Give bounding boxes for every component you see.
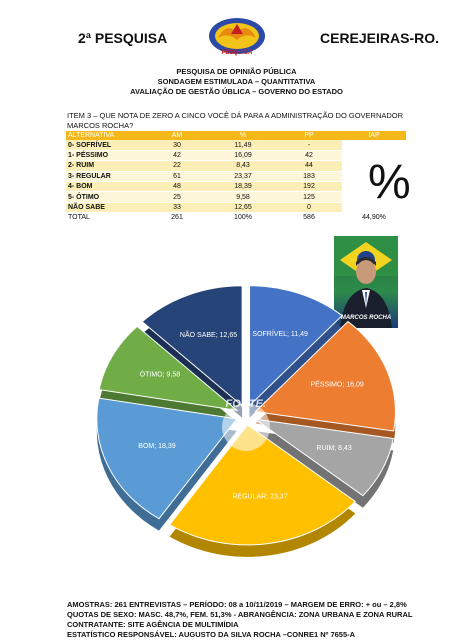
total-iap: 44,90% bbox=[342, 213, 406, 223]
row-am: 42 bbox=[144, 150, 210, 160]
col-header-percent: % bbox=[210, 131, 276, 140]
subtitle-line-3: AVALIAÇÃO DE GESTÃO ÚBLICA – GOVERNO DO ESTADO bbox=[130, 87, 343, 96]
row-percent: 11,49 bbox=[210, 140, 276, 150]
percent-symbol: % bbox=[368, 156, 411, 209]
row-pp: 192 bbox=[276, 181, 342, 191]
row-label: 1- PÉSSIMO bbox=[66, 150, 144, 160]
row-percent: 8,43 bbox=[210, 161, 276, 171]
col-header-alternativa: ALTERNATIVA bbox=[66, 131, 144, 140]
watermark-logo bbox=[222, 403, 270, 451]
footer-line-3: CONTRATANTE: SITE AGÊNCIA DE MULTIMÍDIA bbox=[67, 620, 239, 629]
city-title: CEREJEIRAS-RO. bbox=[320, 30, 440, 46]
watermark-text: FONTE: bbox=[225, 398, 267, 410]
row-pp: 125 bbox=[276, 192, 342, 202]
row-percent: 12,65 bbox=[210, 202, 276, 212]
total-percent: 100% bbox=[210, 213, 276, 223]
row-pp: 0 bbox=[276, 202, 342, 212]
footer-line-1: AMOSTRAS: 261 ENTREVISTAS – PERÍODO: 08 a 10/11/2019 – MARGEM DE ERRO: + ou – 2,8% bbox=[67, 600, 407, 609]
row-label: 3- REGULAR bbox=[66, 171, 144, 181]
pie-slice-label: RUIM; 8,43 bbox=[316, 444, 352, 452]
logo-label: PESQUISA bbox=[221, 50, 253, 56]
row-percent: 23,37 bbox=[210, 171, 276, 181]
row-label: 2- RUIM bbox=[66, 161, 144, 171]
pie-slice-label: PÉSSIMO; 16,09 bbox=[310, 381, 364, 389]
col-header-am: AM bbox=[144, 131, 210, 140]
row-am: 30 bbox=[144, 140, 210, 150]
subtitle-line-1: PESQUISA DE OPINIÃO PÚBLICA bbox=[176, 67, 297, 76]
row-pp: 42 bbox=[276, 150, 342, 160]
col-header-iap: IAP bbox=[342, 131, 406, 140]
col-header-pp: PP bbox=[276, 131, 342, 140]
pie-slice-label: BOM; 18,39 bbox=[138, 443, 176, 451]
row-pp: 183 bbox=[276, 171, 342, 181]
row-percent: 16,09 bbox=[210, 150, 276, 160]
pie-slice-label: NÃO SABE; 12,65 bbox=[179, 332, 238, 340]
row-label: NÃO SABE bbox=[66, 202, 144, 212]
footer-line-2: QUOTAS DE SEXO: MASC. 48,7%, FEM. 51,3% - ABRANGÊNCIA: ZONA URBANA E ZONA RURAL bbox=[67, 610, 413, 619]
total-label: TOTAL bbox=[66, 213, 144, 223]
row-percent: 9,58 bbox=[210, 192, 276, 202]
row-label: 4- BOM bbox=[66, 181, 144, 191]
row-am: 61 bbox=[144, 171, 210, 181]
survey-number-title: 2ª PESQUISA bbox=[78, 30, 168, 46]
row-label: 0- SOFRÍVEL bbox=[66, 140, 144, 150]
pie-slice-label: SOFRÍVEL; 11,49 bbox=[252, 331, 308, 339]
pie-slice-label: ÓTIMO; 9,58 bbox=[139, 371, 181, 379]
pie-slice-label: REGULAR; 23,37 bbox=[232, 493, 288, 501]
row-am: 33 bbox=[144, 202, 210, 212]
row-pp: 44 bbox=[276, 161, 342, 171]
total-pp: 586 bbox=[276, 213, 342, 223]
total-am: 261 bbox=[144, 213, 210, 223]
row-am: 25 bbox=[144, 192, 210, 202]
question-text: ITEM 3 – QUE NOTA DE ZERO A CINCO VOCÊ DÁ PARA A ADMINISTRAÇÃO DO GOVERNADOR MARCOS ROCHA? bbox=[67, 111, 404, 130]
footer-line-4: ESTATÍSTICO RESPONSÁVEL: AUGUSTO DA SILVA ROCHA –CONRE1 Nº 7655-A bbox=[67, 630, 356, 639]
subtitle-line-2: SONDAGEM ESTIMULADA – QUANTITATIVA bbox=[157, 77, 316, 86]
row-label: 5- ÓTIMO bbox=[66, 192, 144, 202]
row-am: 48 bbox=[144, 181, 210, 191]
row-am: 22 bbox=[144, 161, 210, 171]
row-pp: - bbox=[276, 140, 342, 150]
photo-caption: MARCOS ROCHA bbox=[340, 315, 392, 321]
row-percent: 18,39 bbox=[210, 181, 276, 191]
